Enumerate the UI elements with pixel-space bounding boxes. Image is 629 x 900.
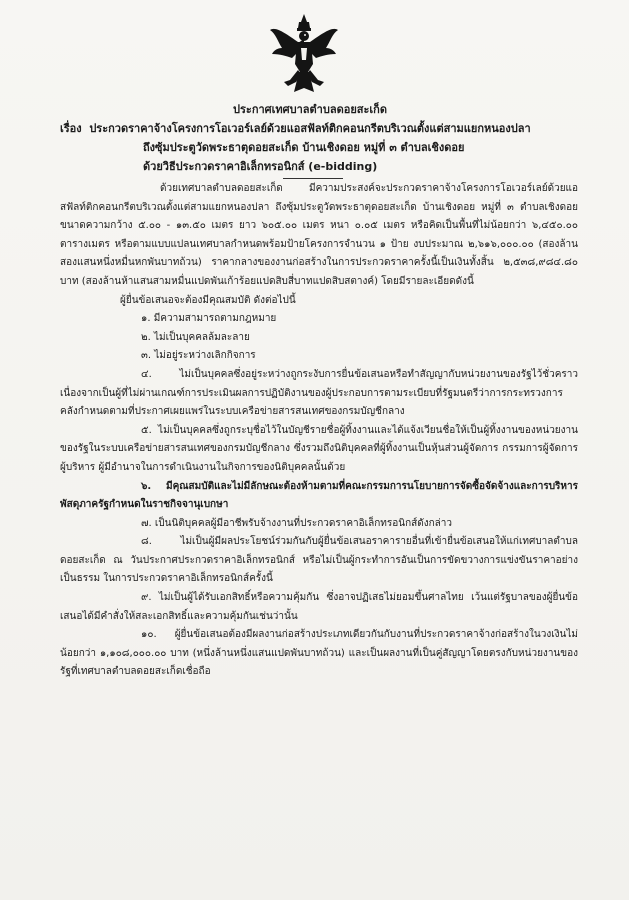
qualification-item: ๓. ไม่อยู่ระหว่างเลิกกิจการ (141, 350, 256, 362)
subject-line-2: ถึงซุ้มประตูวัดพระธาตุดอยสะเก็ด บ้านเชิงดอย หมู่ที่ ๓ ตำบลเชิงดอย (143, 141, 465, 154)
subject-line-1: ประกวดราคาจ้างโครงการโอเวอร์เลย์ด้วยแอสฟัลท์ติกคอนกรีตบริเวณตั้งแต่สามแยกหนองปลา (89, 122, 531, 135)
qualification-item: ๔. ไม่เป็นบุคคลซึ่งอยู่ระหว่างถูกระงับการยื่นข้อเสนอหรือทำสัญญากับหน่วยงานของรัฐไว้ชั่วคราว เนื่องจากเป็นผู้ที่ไม่ผ่านเกณฑ์การประเมินผลการปฏิบัติงานของผู้ประกอบการตามระเบียบที่รัฐมนตรีว่าการกระทรวงการคลังกำหนดตามที่ประกาศเผยแพร่ในระบบเครือข่ายสารสนเทศของกรมบัญชีกลาง (60, 368, 578, 418)
qualification-item: ๙. ไม่เป็นผู้ได้รับเอกสิทธิ์หรือความคุ้มกัน ซึ่งอาจปฏิเสธไม่ยอมขึ้นศาลไทย เว้นแต่รัฐบาลของผู้ยื่นข้อเสนอได้มีคำสั่งให้สละเอกสิทธิ์และความคุ้มกันเช่นว่านั้น (60, 592, 578, 622)
qualification-item: ๑. มีความสามารถตามกฎหมาย (141, 313, 277, 325)
subject-line-3: ด้วยวิธีประกวดราคาอิเล็กทรอนิกส์ (e-bidding) (143, 160, 378, 173)
qualification-item: ๒. ไม่เป็นบุคคลล้มละลาย (141, 331, 250, 343)
announcement-body (60, 178, 578, 682)
qualification-item: ๗. เป็นนิติบุคคลผู้มีอาชีพรับจ้างงานที่ประกวดราคาอิเล็กทรอนิกส์ดังกล่าว (141, 517, 453, 529)
announcement-header (60, 100, 560, 176)
intro-paragraph: ด้วยเทศบาลตำบลดอยสะเก็ด มีความประสงค์จะประกวดราคาจ้างโครงการโอเวอร์เลย์ด้วยแอสฟัลท์ติกคอนกรีตบริเวณตั้งแต่สามแยกหนองปลา ถึงซุ้มประตูวัดพระธาตุดอยสะเก็ด บ้านเชิงดอย หมู่ที่ ๓ ตำบลเชิงดอย ขนาดความกว้าง ๕.๐๐ - ๑๓.๕๐ เมตร ยาว ๖๐๕.๐๐ เมตร หนา ๐.๐๕ เมตร หรือคิดเป็นพื้นที่ไม่น้อยกว่า ๖,๔๕๐.๐๐ ตารางเมตร หรือตามแบบแปลนเทศบาลกำหนดพร้อมป้ายโครงการจำนวน ๑ ป้าย งบประมาณ ๒,๖๑๖,๐๐๐.๐๐ (สองล้านสองแสนหนึ่งหมื่นหกพันบาทถ้วน) ราคากลางของงานก่อสร้างในการประกวดราคาครั้งนี้เป็นเงินทั้งสิ้น ๒,๕๓๘,๙๘๔.๘๐ บาท (สองล้านห้าแสนสามหมื่นแปดพันเก้าร้อยแปดสิบสี่บาทแปดสิบสตางค์) โดยมีรายละเอียดดังนี้ (60, 183, 578, 287)
qualification-item: ๖. มีคุณสมบัติและไม่มีลักษณะต้องห้ามตามที่คณะกรรมการนโยบายการจัดซื้อจัดจ้างและการบริหารพัสดุภาครัฐกำหนดในราชกิจจานุเบกษา (60, 480, 578, 511)
announcement-title: ประกาศเทศบาลตำบลดอยสะเก็ด (233, 103, 387, 116)
announcement-subject (60, 119, 560, 176)
qualification-intro: ผู้ยื่นข้อเสนอจะต้องมีคุณสมบัติ ดังต่อไปนี้ (120, 294, 296, 306)
qualification-item: ๑๐. ผู้ยื่นข้อเสนอต้องมีผลงานก่อสร้างประเภทเดียวกันกับงานที่ประกวดราคาจ้างก่อสร้างในวงเงินไม่น้อยกว่า ๑,๑๐๘,๐๐๐.๐๐ บาท (หนึ่งล้านหนึ่งแสนแปดพันบาทถ้วน) และเป็นผลงานที่เป็นคู่สัญญาโดยตรงกับหน่วยงานของรัฐที่เทศบาลตำบลดอยสะเก็ดเชื่อถือ (60, 629, 578, 678)
garuda-emblem-icon (268, 12, 340, 96)
qualification-item: ๕. ไม่เป็นบุคคลซึ่งถูกระบุชื่อไว้ในบัญชีรายชื่อผู้ทิ้งงานและได้แจ้งเวียนชื่อให้เป็นผู้ทิ้งงานของหน่วยงานของรัฐในระบบเครือข่ายสารสนเทศของกรมบัญชีกลาง ซึ่งรวมถึงนิติบุคคลที่ผู้ทิ้งงานเป็นหุ้นส่วนผู้จัดการ กรรมการผู้จัดการ ผู้บริหาร ผู้มีอำนาจในการดำเนินงานในกิจการของนิติบุคคลนั้นด้วย (60, 424, 578, 473)
qualification-item: ๘. ไม่เป็นผู้มีผลประโยชน์ร่วมกันกับผู้ยื่นข้อเสนอราคารายอื่นที่เข้ายื่นข้อเสนอให้แก่เทศบาลตำบลดอยสะเก็ด ณ วันประกาศประกวดราคาอิเล็กทรอนิกส์ หรือไม่เป็นผู้กระทำการอันเป็นการขัดขวางการแข่งขันราคาอย่างเป็นธรรม ในการประกวดราคาอิเล็กทรอนิกส์ครั้งนี้ (60, 536, 578, 585)
subject-label: เรื่อง (60, 122, 82, 135)
